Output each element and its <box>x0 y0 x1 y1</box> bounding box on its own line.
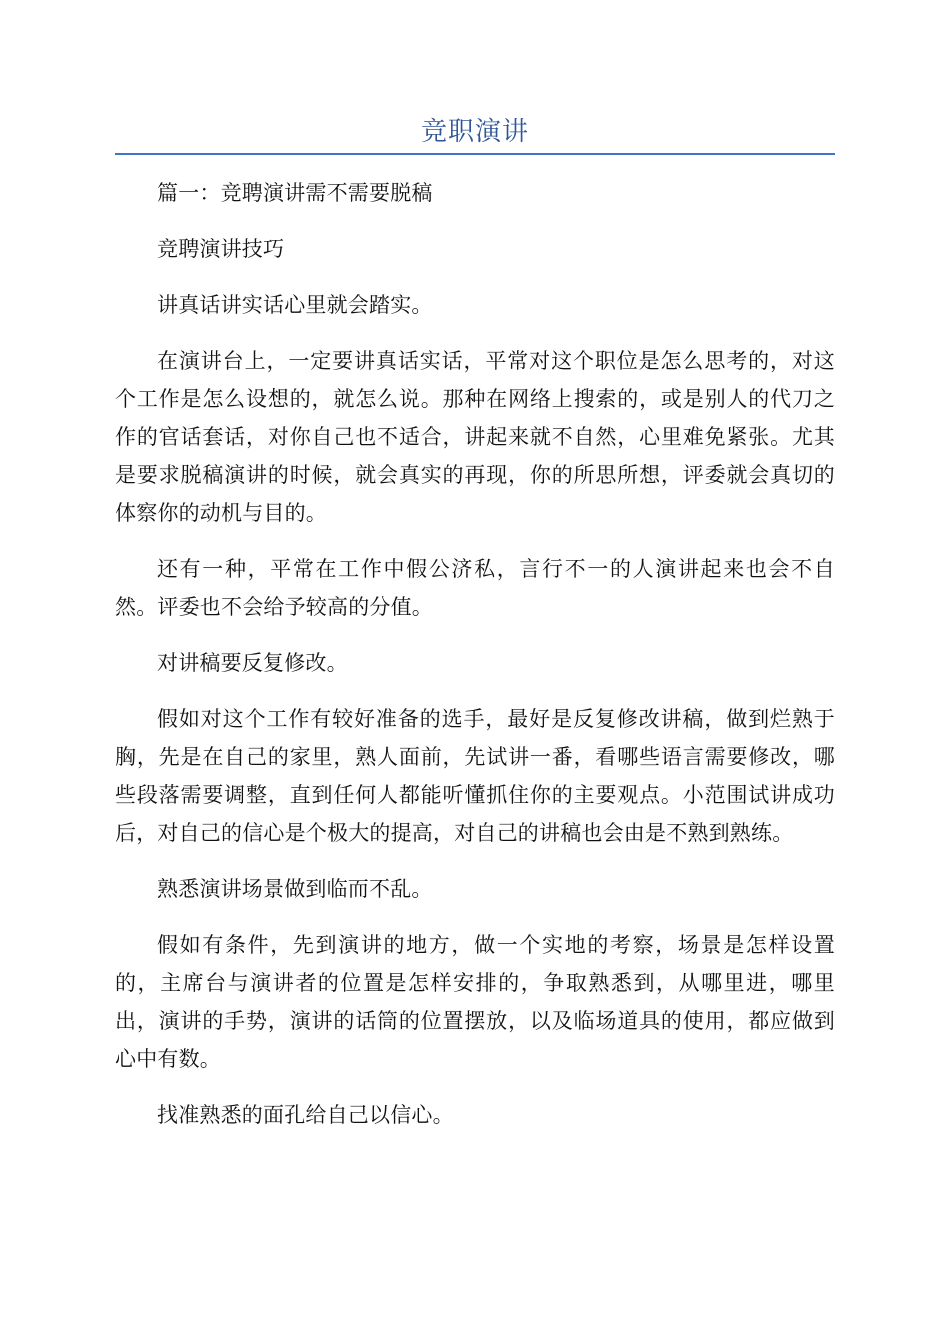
document-body <box>115 174 835 1152</box>
body-paragraph: 假如对这个工作有较好准备的选手，最好是反复修改讲稿，做到烂熟于胸，先是在自己的家里，熟人面前，先试讲一番，看哪些语言需要修改，哪些段落需要调整，直到任何人都能听懂抓住你的主要观点。小范围试讲成功后，对自己的信心是个极大的提高，对自己的讲稿也会由是不熟到熟练。 <box>115 707 835 845</box>
body-paragraph: 在演讲台上，一定要讲真话实话，平常对这个职位是怎么思考的，对这个工作是怎么设想的，就怎么说。那种在网络上搜索的，或是别人的代刀之作的官话套话，对你自己也不适合，讲起来就不自然，心里难免紧张。尤其是要求脱稿演讲的时候，就会真实的再现，你的所思所想，评委就会真切的体察你的动机与目的。 <box>115 349 835 525</box>
point-heading: 讲真话讲实话心里就会踏实。 <box>157 293 433 317</box>
point-heading: 熟悉演讲场景做到临而不乱。 <box>157 877 433 901</box>
body-paragraph: 假如有条件，先到演讲的地方，做一个实地的考察，场景是怎样设置的，主席台与演讲者的位置是怎样安排的，争取熟悉到，从哪里进，哪里出，演讲的手势，演讲的话筒的位置摆放，以及临场道具的使用，都应做到心中有数。 <box>115 933 835 1071</box>
point-heading: 找准熟悉的面孔给自己以信心。 <box>157 1103 454 1127</box>
title-underline <box>115 153 835 155</box>
subheading: 竞聘演讲技巧 <box>157 237 285 261</box>
document-title: 竞职演讲 <box>420 117 529 147</box>
point-heading: 对讲稿要反复修改。 <box>157 651 348 675</box>
section-heading: 篇一：竞聘演讲需不需要脱稿 <box>157 181 433 205</box>
body-paragraph: 还有一种，平常在工作中假公济私，言行不一的人演讲起来也会不自然。评委也不会给予较高的分值。 <box>115 557 835 619</box>
